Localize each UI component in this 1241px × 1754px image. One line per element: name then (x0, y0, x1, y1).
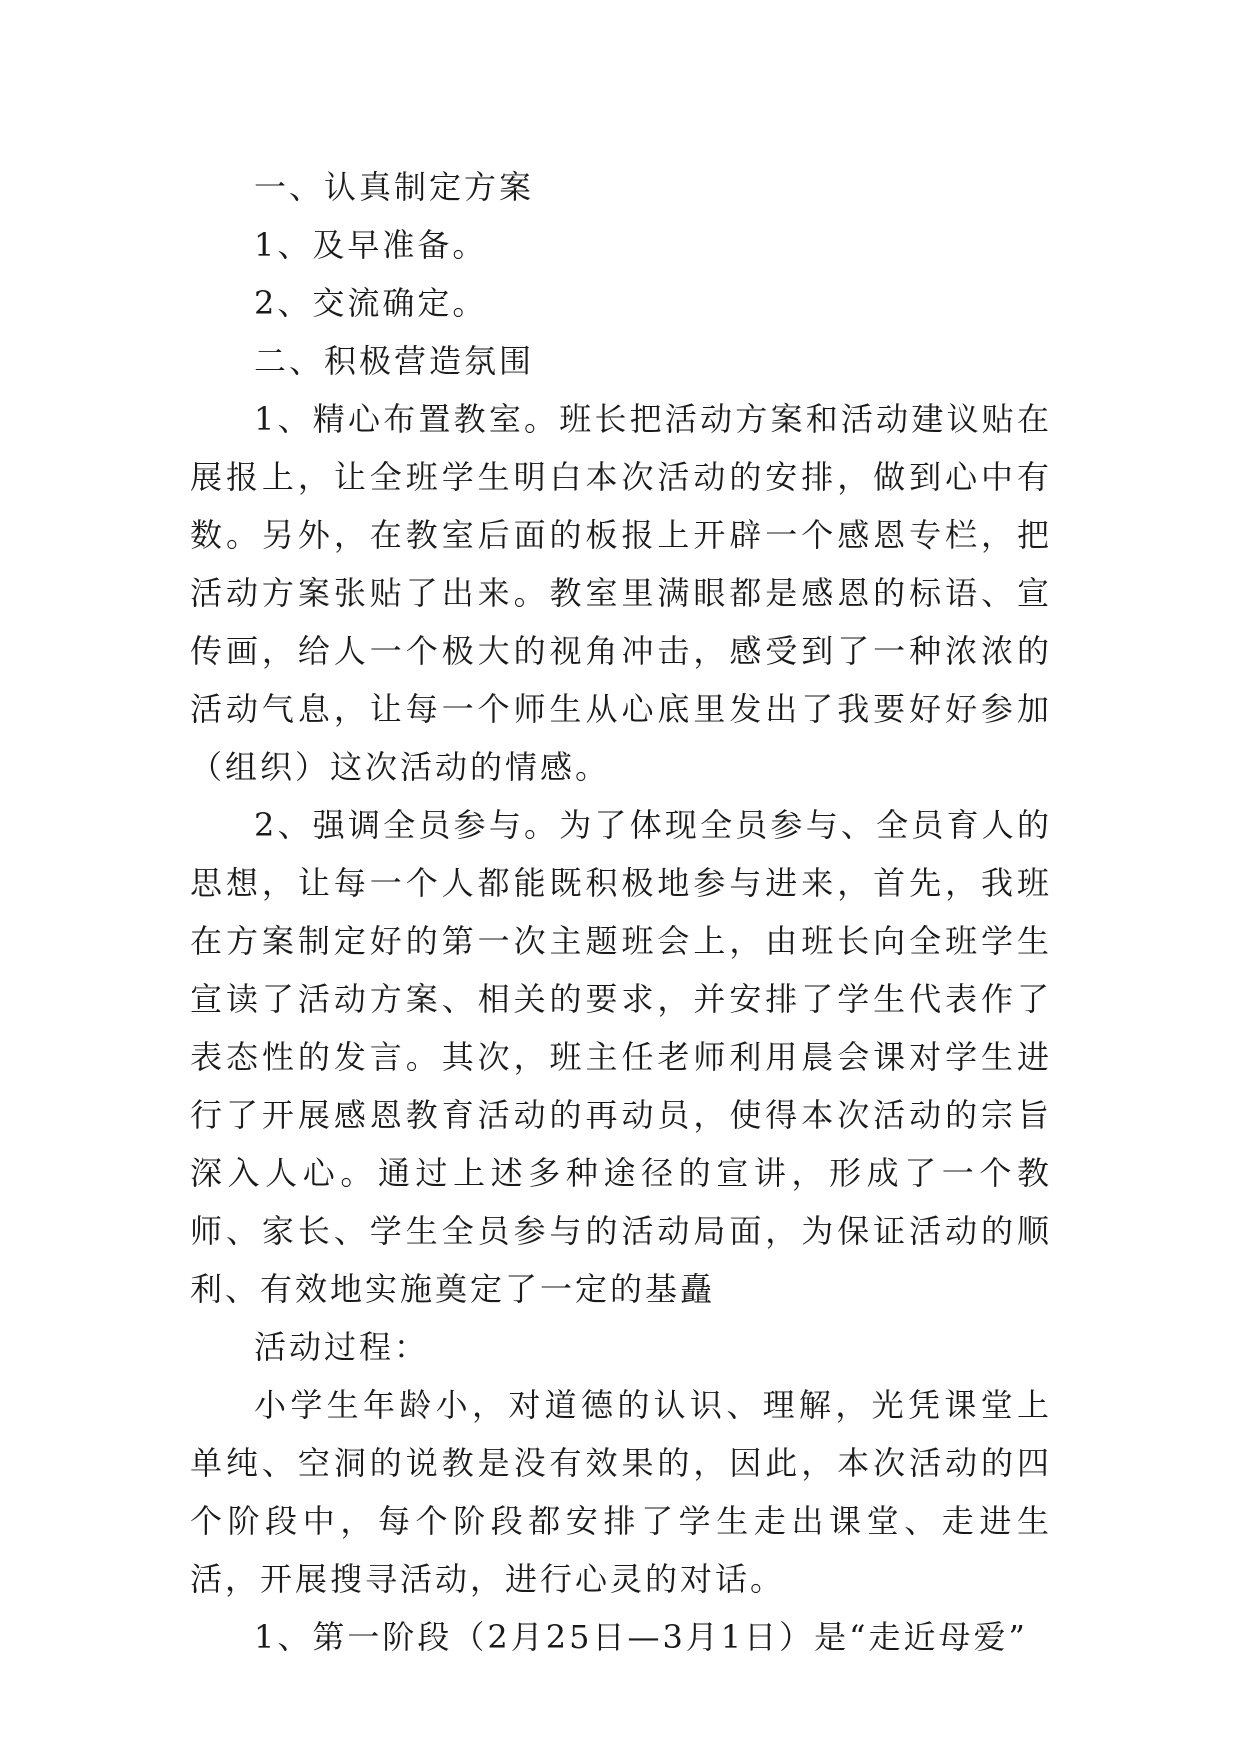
body-paragraph: 1、精心布置教室。班长把活动方案和活动建议贴在展报上，让全班学生明白本次活动的安排，做到心中有数。另外，在教室后面的板报上开辟一个感恩专栏，把活动方案张贴了出来。教室里满眼都是感恩的标语、宣传画，给人一个极大的视角冲击，感受到了一种浓浓的活动气息，让每一个师生从心底里发出了我要好好参加（组织）这次活动的情感。 (190, 400, 1052, 786)
heading-section-2: 二、积极营造氛围 (254, 342, 535, 380)
heading-activity-process: 活动过程： (254, 1328, 430, 1366)
list-item: 2、交流确定。 (254, 284, 488, 322)
document-body (190, 158, 1052, 1666)
body-paragraph: 小学生年龄小，对道德的认识、理解，光凭课堂上单纯、空洞的说教是没有效果的，因此，本次活动的四个阶段中，每个阶段都安排了学生走出课堂、走进生活，开展搜寻活动，进行心灵的对话。 (190, 1386, 1052, 1598)
body-paragraph: 2、强调全员参与。为了体现全员参与、全员育人的思想，让每一个人都能既积极地参与进来，首先，我班在方案制定好的第一次主题班会上，由班长向全班学生宣读了活动方案、相关的要求，并安排了学生代表作了表态性的发言。其次，班主任老师利用晨会课对学生进行了开展感恩教育活动的再动员，使得本次活动的宗旨深入人心。通过上述多种途径的宣讲，形成了一个教师、家长、学生全员参与的活动局面，为保证活动的顺利、有效地实施奠定了一定的基矗 (190, 806, 1052, 1308)
heading-section-1: 一、认真制定方案 (254, 168, 535, 206)
list-item: 1、及早准备。 (254, 226, 488, 264)
body-paragraph: 1、第一阶段（2月25日—3月1日）是“走近母爱” (254, 1618, 1028, 1656)
